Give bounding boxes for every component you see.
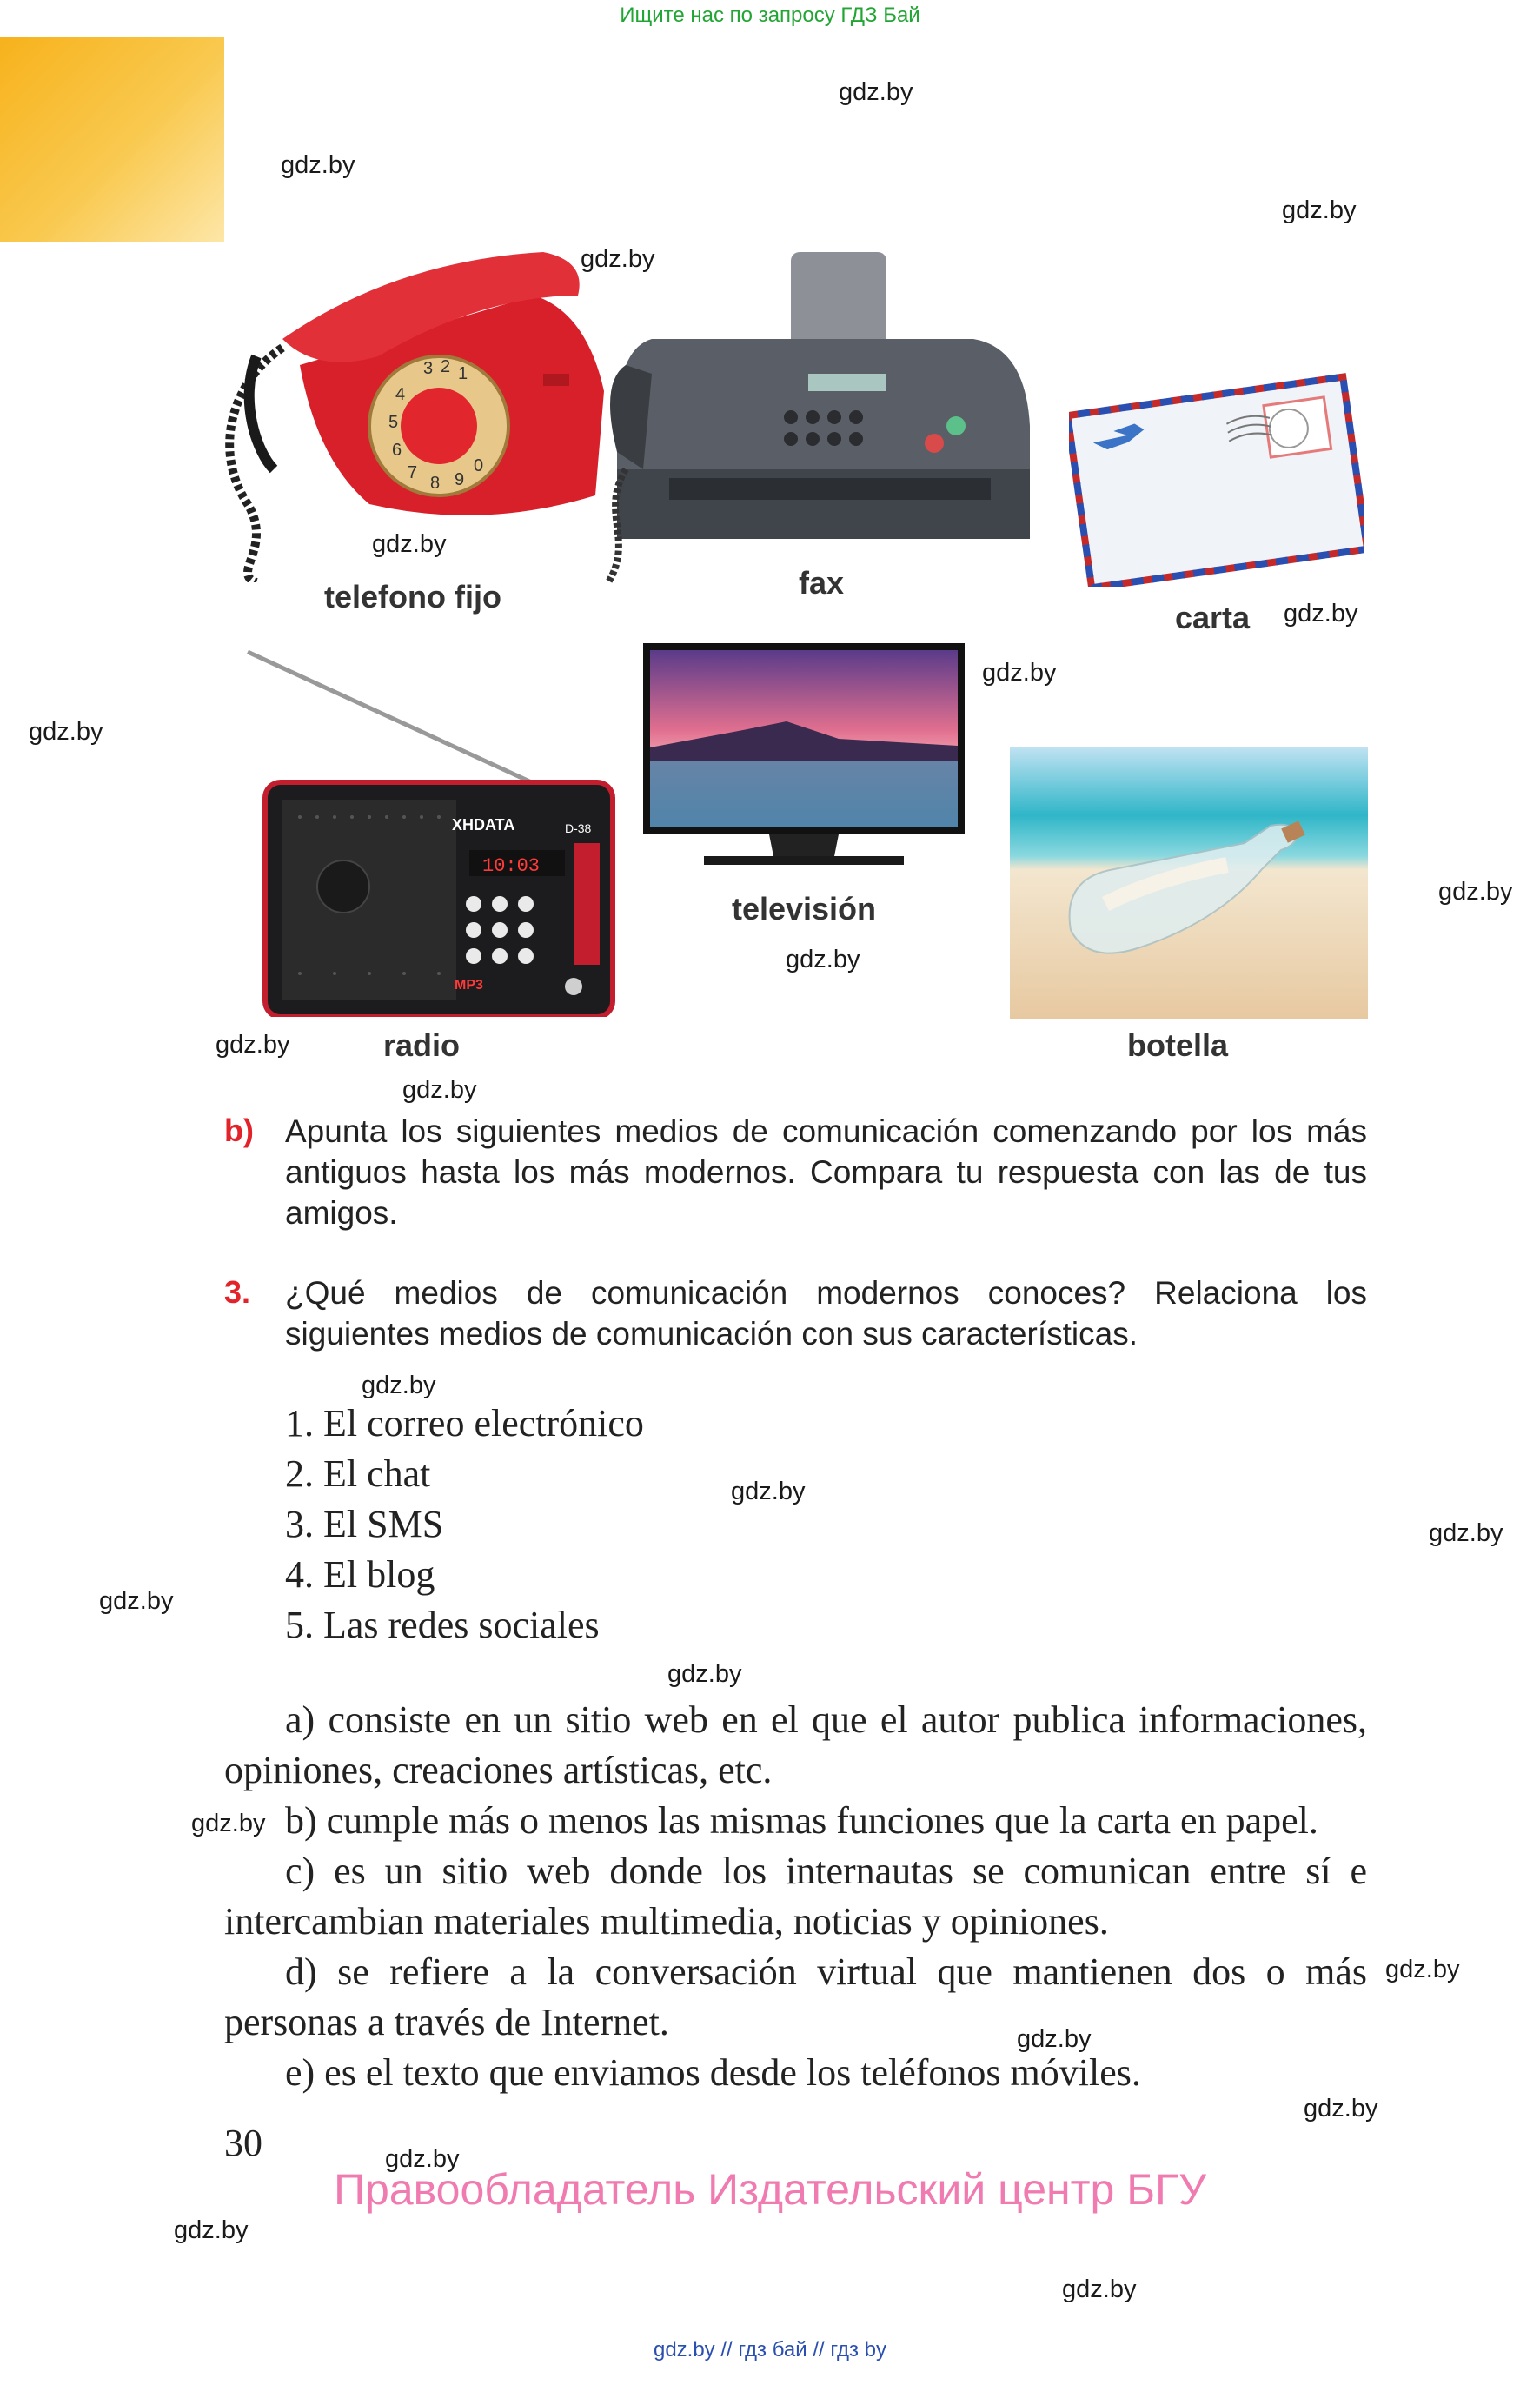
radio-image bbox=[239, 643, 621, 1017]
svg-text:0: 0 bbox=[474, 456, 484, 475]
radio-brand: XHDATA bbox=[452, 816, 515, 834]
watermark: gdz.by bbox=[1385, 1956, 1460, 1983]
copyright-holder: Правообладатель Издательский центр БГУ bbox=[334, 2165, 1206, 2214]
task-b-number: b) bbox=[224, 1113, 254, 1148]
task-3-number: 3. bbox=[224, 1274, 251, 1310]
watermark: gdz.by bbox=[1017, 2025, 1092, 2053]
watermark: gdz.by bbox=[362, 1372, 436, 1399]
corner-decoration bbox=[0, 37, 224, 242]
watermark: gdz.by bbox=[99, 1587, 174, 1615]
watermark: gdz.by bbox=[1282, 196, 1357, 224]
definition-e: e) es el texto que enviamos desde los teléfonos móviles. bbox=[285, 2051, 1141, 2094]
tv-image bbox=[639, 643, 969, 874]
footer-links[interactable]: gdz.by // гдз бай // гдз by bbox=[653, 2338, 887, 2362]
radio-mp3: MP3 bbox=[455, 978, 483, 993]
media-list-item: 4. El blog bbox=[285, 1553, 435, 1596]
svg-text:5: 5 bbox=[388, 413, 399, 432]
caption-phone: telefono fijo bbox=[324, 579, 501, 615]
watermark: gdz.by bbox=[29, 718, 103, 746]
watermark: gdz.by bbox=[731, 1478, 806, 1505]
watermark: gdz.by bbox=[982, 659, 1057, 687]
svg-text:3: 3 bbox=[423, 359, 434, 378]
page-number: 30 bbox=[224, 2122, 262, 2164]
watermark: gdz.by bbox=[385, 2145, 460, 2173]
svg-text:6: 6 bbox=[392, 441, 402, 460]
radio-model: D-38 bbox=[565, 821, 592, 835]
svg-text:9: 9 bbox=[455, 470, 465, 489]
media-list-item: 5. Las redes sociales bbox=[285, 1604, 600, 1646]
definition-a: a) consiste en un sitio web en el que el autor publica informaciones, opiniones, creaciones artísticas, etc. bbox=[224, 1698, 1367, 1791]
caption-radio: radio bbox=[382, 1027, 460, 1063]
media-list-item: 2. El chat bbox=[285, 1452, 431, 1495]
watermark: gdz.by bbox=[1062, 2275, 1137, 2303]
definition-d: d) se refiere a la conversación virtual que mantienen dos o más personas a través de Internet. bbox=[224, 1950, 1367, 2043]
caption-tv: televisión bbox=[731, 891, 877, 927]
svg-text:4: 4 bbox=[395, 385, 406, 404]
media-list-item: 3. El SMS bbox=[285, 1503, 444, 1545]
watermark: gdz.by bbox=[402, 1076, 477, 1104]
radio-display: 10:03 bbox=[482, 855, 541, 877]
watermark: gdz.by bbox=[839, 78, 913, 106]
telephone-image bbox=[222, 243, 613, 582]
svg-text:2: 2 bbox=[441, 357, 451, 376]
watermark: gdz.by bbox=[667, 1660, 742, 1688]
watermark: gdz.by bbox=[191, 1810, 266, 1837]
svg-text:1: 1 bbox=[458, 364, 468, 383]
svg-text:7: 7 bbox=[408, 463, 418, 482]
caption-letter: carta bbox=[1174, 600, 1251, 635]
bottle-image bbox=[1010, 747, 1368, 1019]
caption-fax: fax bbox=[798, 565, 845, 601]
watermark: gdz.by bbox=[1304, 2095, 1378, 2123]
watermark: gdz.by bbox=[786, 946, 860, 973]
caption-bottle: botella bbox=[1126, 1027, 1228, 1063]
watermark: gdz.by bbox=[1429, 1519, 1503, 1547]
task-b-text: Apunta los siguientes medios de comunicación comenzando por los más antiguos hasta los más modernos. Compara tu respuesta con las de tus amigos. bbox=[285, 1113, 1367, 1231]
watermark: gdz.by bbox=[1438, 878, 1513, 906]
letter-image bbox=[1069, 369, 1364, 587]
search-hint[interactable]: Ищите нас по запросу ГДЗ Бай bbox=[620, 3, 920, 27]
watermark: gdz.by bbox=[372, 530, 447, 558]
definition-b: b) cumple más o menos las mismas funciones que la carta en papel. bbox=[285, 1799, 1318, 1842]
watermark: gdz.by bbox=[216, 1031, 290, 1059]
media-list-item: 1. El correo electrónico bbox=[285, 1402, 644, 1445]
fax-image bbox=[591, 252, 1039, 600]
watermark: gdz.by bbox=[174, 2216, 249, 2244]
svg-text:8: 8 bbox=[430, 474, 441, 493]
watermark: gdz.by bbox=[581, 245, 655, 273]
watermark: gdz.by bbox=[281, 151, 355, 179]
watermark: gdz.by bbox=[1284, 600, 1358, 628]
definition-c: c) es un sitio web donde los internautas se comunican entre sí e intercambian materiales multimedia, noticias y opiniones. bbox=[224, 1850, 1367, 1943]
task-3-text: ¿Qué medios de comunicación modernos conoces? Relaciona los siguientes medios de comunicación con sus características. bbox=[285, 1275, 1367, 1352]
